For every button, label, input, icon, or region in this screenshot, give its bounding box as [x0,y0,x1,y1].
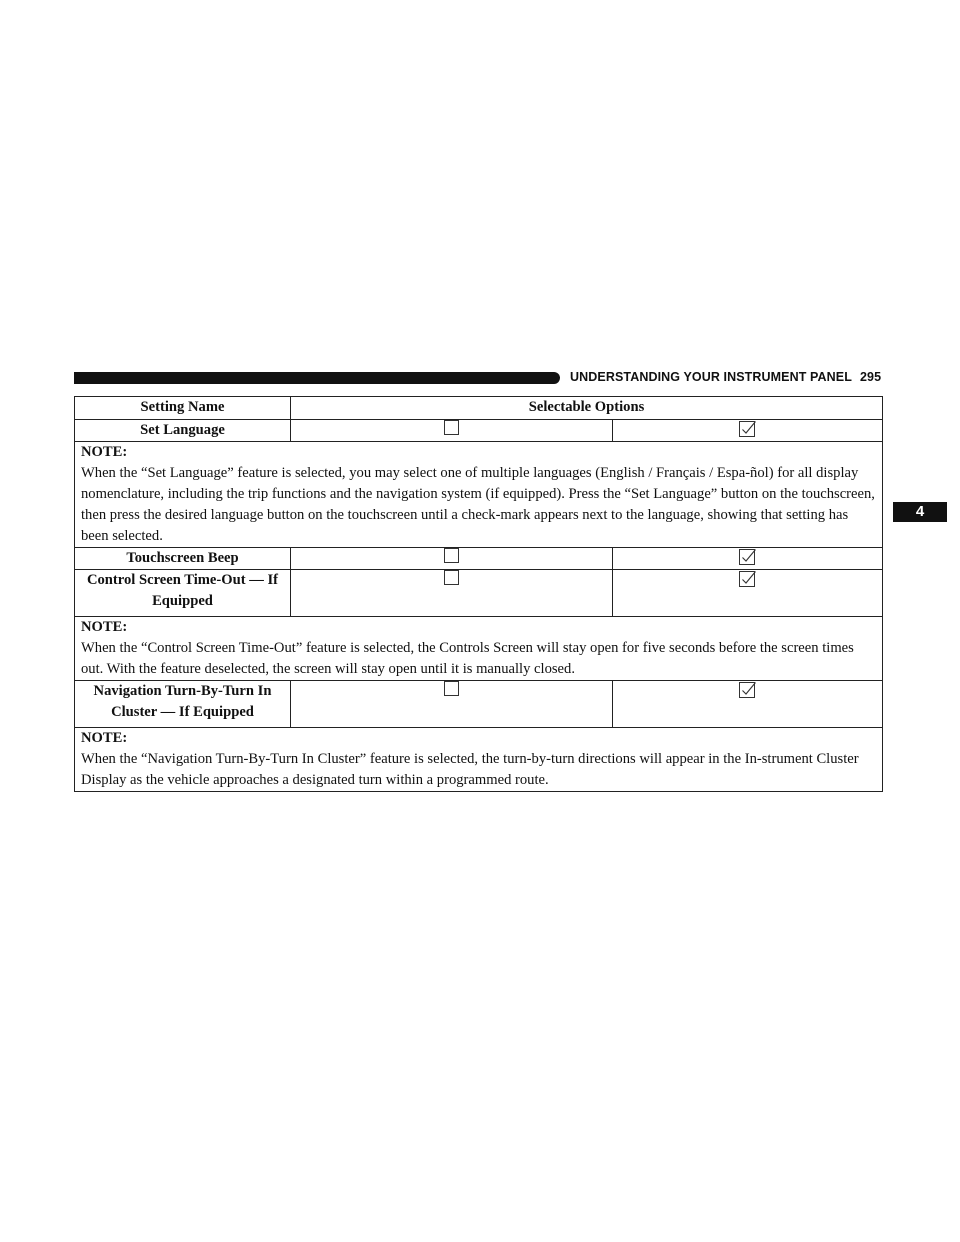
empty-checkbox-icon [444,548,459,563]
note-text: When the “Navigation Turn-By-Turn In Cluster” feature is selected, the turn-by-turn directions will appear in the In-strument Cluster Display as the vehicle approaches a designated turn within a programmed route. [81,751,859,788]
checked-checkbox-icon [739,548,756,565]
section-title: UNDERSTANDING YOUR INSTRUMENT PANEL [570,370,852,384]
note-cell [75,728,883,792]
chapter-tab: 4 [893,502,947,522]
column-header-selectable-options: Selectable Options [291,397,883,420]
running-header [570,370,881,384]
table-row [75,548,883,570]
empty-checkbox-icon [444,420,459,435]
checked-checkbox-icon [739,420,756,437]
note-label: NOTE: [81,444,128,460]
table-row [75,570,883,617]
note-text: When the “Set Language” feature is selected, you may select one of multiple languages (English / Français / Espa-ñol) for all display nomenclature, including the trip functions and the navigation system (if equipped). Press the “Set Language” button on the touchscreen, then press the desired language button on the touchscreen until a check-mark appears next to the language, showing that setting has been selected. [81,465,875,544]
empty-checkbox-icon [444,681,459,696]
column-header-setting-name: Setting Name [75,397,291,420]
checked-checkbox-icon [739,570,756,587]
setting-name: Control Screen Time-Out — If Equipped [75,570,291,617]
setting-name: Touchscreen Beep [75,548,291,570]
checked-checkbox-icon [739,681,756,698]
note-cell [75,442,883,548]
header-rule [76,372,560,384]
note-row [75,442,883,548]
note-label: NOTE: [81,619,128,635]
table-header-row [75,397,883,420]
table-row [75,681,883,728]
note-cell [75,617,883,681]
note-row [75,617,883,681]
note-text: When the “Control Screen Time-Out” feature is selected, the Controls Screen will stay open for five seconds before the screen times out. With the feature deselected, the screen will stay open until it is manually closed. [81,640,854,677]
page-number: 295 [859,370,882,384]
empty-checkbox-icon [444,570,459,585]
settings-table [74,396,883,792]
setting-name: Navigation Turn-By-Turn In Cluster — If Equipped [75,681,291,728]
note-row [75,728,883,792]
setting-name: Set Language [75,420,291,442]
note-label: NOTE: [81,730,128,746]
table-row [75,420,883,442]
